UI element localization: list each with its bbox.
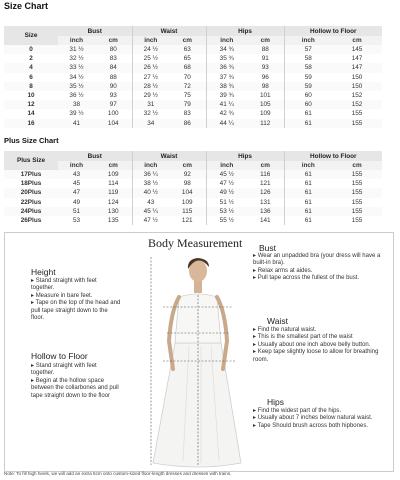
table-row xyxy=(58,188,382,197)
plus-bust-header: Bust xyxy=(58,151,132,161)
table-cell: 90 xyxy=(95,82,132,91)
table-cell: 34 ¾ xyxy=(206,45,247,54)
table-cell: 104 xyxy=(169,188,206,197)
table-cell: 58 xyxy=(284,54,332,63)
size-label: 10 xyxy=(27,92,35,100)
height-note: Stand straight with feet together. xyxy=(31,278,97,292)
table-cell: 38 ¾ xyxy=(206,82,247,91)
table-cell: 116 xyxy=(247,170,284,179)
table-cell: 152 xyxy=(351,92,363,100)
table-cell: 39 ¾ xyxy=(206,91,247,100)
table-cell: 155 xyxy=(332,207,382,216)
hollow-title: Hollow to Floor xyxy=(31,351,88,361)
table-cell: 83 xyxy=(109,55,117,63)
unit-inch: inch xyxy=(284,36,332,45)
table-cell: 27 ½ xyxy=(132,73,169,82)
hips-note: Find the widest part of the hips. xyxy=(257,408,342,414)
table-cell: 41 ¼ xyxy=(206,100,247,109)
unit-inch: inch xyxy=(132,36,169,45)
table-row xyxy=(58,207,382,216)
table-cell: 109 xyxy=(95,170,132,179)
size-label: 22Plus xyxy=(20,198,42,206)
table-cell: 58 xyxy=(284,63,332,72)
table-row xyxy=(58,63,382,72)
table-cell: 34 ½ xyxy=(69,73,84,81)
waist-notes: ▸ Find the natural waist. ▸ This is the smallest part of the waist ▸ Usually about one inch above belly button. ▸ Keep tape slightly loose to allow for breathing room. xyxy=(253,327,379,363)
table-cell: 68 xyxy=(169,63,206,72)
table-cell: 147 xyxy=(332,63,382,72)
hips-title: Hips xyxy=(267,397,285,407)
hips-note: Tape Should brush across both hipbones. xyxy=(257,422,368,429)
table-cell: 109 xyxy=(181,198,193,206)
table-cell: 45 ½ xyxy=(206,170,247,179)
size-label: 18Plus xyxy=(20,180,42,188)
table-cell: 80 xyxy=(95,45,132,54)
unit-cm: cm xyxy=(332,36,382,45)
table-cell: 24 ½ xyxy=(132,45,169,54)
unit-cm: cm xyxy=(95,161,132,170)
table-cell: 61 xyxy=(284,179,332,188)
table-cell: 112 xyxy=(247,119,284,128)
table-cell: 86 xyxy=(169,119,206,128)
waist-header: Waist xyxy=(132,26,206,36)
table-cell: 83 xyxy=(183,110,191,118)
table-cell: 88 xyxy=(247,45,284,54)
table-cell: 96 xyxy=(261,73,269,81)
table-cell: 72 xyxy=(169,82,206,91)
table-row xyxy=(58,45,382,54)
table-cell: 34 xyxy=(132,119,169,128)
plus-hollow-header: Hollow to Floor xyxy=(284,151,382,161)
table-row xyxy=(58,100,382,109)
table-cell: 155 xyxy=(351,217,363,225)
table-cell: 38 ½ xyxy=(132,179,169,188)
table-row xyxy=(58,179,382,188)
table-cell: 32 ½ xyxy=(132,109,169,118)
table-cell: 92 xyxy=(169,170,206,179)
table-cell: 51 ½ xyxy=(206,198,247,207)
table-row xyxy=(58,73,382,82)
size-label: 8 xyxy=(4,82,58,91)
size-chart-title: Size Chart xyxy=(4,1,49,11)
table-cell: 60 xyxy=(284,100,332,109)
size-label: 2 xyxy=(29,55,33,63)
table-cell: 35 ½ xyxy=(58,82,95,91)
table-cell: 155 xyxy=(332,188,382,197)
unit-inch: inch xyxy=(58,161,95,170)
table-cell: 98 xyxy=(247,82,284,91)
plus-chart-table xyxy=(58,151,382,225)
table-cell: 31 xyxy=(132,100,169,109)
bust-header: Bust xyxy=(58,26,132,36)
table-cell: 61 xyxy=(284,170,332,179)
unit-cm: cm xyxy=(95,36,132,45)
table-cell: 79 xyxy=(169,100,206,109)
table-cell: 101 xyxy=(259,92,271,100)
table-cell: 55 ½ xyxy=(206,216,247,225)
waist-note: Usually about one inch above belly button. xyxy=(257,341,371,348)
table-cell: 39 ½ xyxy=(69,110,84,118)
table-cell: 93 xyxy=(109,92,117,100)
waist-title: Waist xyxy=(267,316,288,326)
table-cell: 31 ½ xyxy=(58,45,95,54)
size-label: 26Plus xyxy=(20,217,42,225)
table-cell: 155 xyxy=(351,110,363,118)
table-cell: 155 xyxy=(332,170,382,179)
table-cell: 47 ½ xyxy=(206,179,247,188)
table-cell: 59 xyxy=(284,82,332,91)
size-label: 12 xyxy=(4,100,58,109)
model-figure-illustration xyxy=(123,251,273,471)
bust-notes: ▸ Wear an unpadded bra (your dress will have a built-in bra). ▸ Relax arms at aides. ▸ Pull tape across the fullest of the bust. xyxy=(253,253,381,282)
table-cell: 41 xyxy=(58,119,95,128)
bust-title: Bust xyxy=(259,243,277,253)
table-cell: 60 xyxy=(284,91,332,100)
table-row xyxy=(58,216,382,225)
table-cell: 44 ¼ xyxy=(206,119,247,128)
table-cell: 141 xyxy=(259,217,271,225)
size-label: 17Plus xyxy=(4,170,58,179)
body-measurement-panel xyxy=(4,232,394,472)
table-cell: 51 xyxy=(58,207,95,216)
hollow-note: Begin at the hollow space between the collarbones and pull tape straight down to the floor xyxy=(31,377,119,399)
table-cell: 40 ½ xyxy=(132,188,169,197)
table-cell: 42 ¾ xyxy=(206,109,247,118)
table-cell: 35 ¾ xyxy=(206,54,247,63)
table-cell: 61 xyxy=(284,207,332,216)
table-cell: 38 xyxy=(58,100,95,109)
hollow-notes: ▸ Stand straight with feet together. ▸ Begin at the hollow space between the collarbones and pull tape straight down to the floor xyxy=(31,363,119,399)
table-cell: 43 xyxy=(132,198,169,207)
table-cell: 150 xyxy=(351,73,363,81)
size-label: 20Plus xyxy=(4,188,58,197)
size-label: 4 xyxy=(4,63,58,72)
table-row xyxy=(58,109,382,118)
height-note: Tape on the top of the head and pull tape straight down to the floor. xyxy=(31,300,121,322)
table-cell: 59 xyxy=(284,73,332,82)
size-label: 6 xyxy=(29,73,33,81)
table-cell: 65 xyxy=(183,55,191,63)
table-cell: 91 xyxy=(261,55,269,63)
plus-hips-header: Hips xyxy=(206,151,284,161)
table-cell: 25 ½ xyxy=(132,54,169,63)
table-cell: 93 xyxy=(247,63,284,72)
table-cell: 57 xyxy=(284,45,332,54)
size-column xyxy=(4,26,58,128)
table-cell: 36 ¼ xyxy=(132,170,169,179)
height-note: Measure in bare feet. xyxy=(35,292,93,299)
plus-size-column xyxy=(4,151,58,225)
table-cell: 63 xyxy=(169,45,206,54)
table-cell: 61 xyxy=(284,119,332,128)
unit-cm: cm xyxy=(247,36,284,45)
plus-waist-header: Waist xyxy=(132,151,206,161)
hips-header: Hips xyxy=(206,26,284,36)
size-label: 24Plus xyxy=(4,207,58,216)
table-cell: 49 xyxy=(72,198,81,206)
table-cell: 49 ½ xyxy=(206,188,247,197)
unit-inch: inch xyxy=(206,161,247,170)
height-title: Height xyxy=(31,267,56,277)
table-row xyxy=(58,91,382,100)
table-row xyxy=(58,54,382,63)
table-row xyxy=(58,119,382,128)
table-cell: 135 xyxy=(107,217,119,225)
table-cell: 33 ½ xyxy=(58,63,95,72)
footer-note: Note: To fill high heels, we will add an extra 5cm onto custom-sized floor-length dresses and dresses with trains. xyxy=(4,471,232,476)
table-cell: 61 xyxy=(284,109,332,118)
size-label: 0 xyxy=(4,45,58,54)
size-header: Size xyxy=(4,26,58,45)
table-cell: 100 xyxy=(107,110,119,118)
unit-cm: cm xyxy=(169,161,206,170)
table-cell: 61 xyxy=(284,216,332,225)
table-cell: 45 xyxy=(72,180,81,188)
size-chart-table xyxy=(58,26,382,128)
table-cell: 75 xyxy=(183,92,191,100)
table-cell: 121 xyxy=(259,180,271,188)
table-cell: 36 ½ xyxy=(69,92,84,100)
table-cell: 155 xyxy=(332,119,382,128)
table-cell: 43 xyxy=(58,170,95,179)
table-cell: 126 xyxy=(247,188,284,197)
table-cell: 155 xyxy=(351,198,363,206)
table-cell: 36 ¾ xyxy=(206,63,247,72)
table-cell: 32 ½ xyxy=(69,55,84,63)
table-cell: 28 ½ xyxy=(132,82,169,91)
unit-inch: inch xyxy=(58,36,95,45)
table-cell: 97 xyxy=(95,100,132,109)
unit-cm: cm xyxy=(247,161,284,170)
height-notes: ▸ Stand straight with feet together. ▸ Measure in bare feet. ▸ Tape on the top of the head and pull tape straight down to the floor. xyxy=(31,278,121,322)
table-cell: 130 xyxy=(95,207,132,216)
table-cell: 98 xyxy=(183,180,191,188)
bust-note: Relax arms at aides. xyxy=(257,267,313,274)
table-cell: 88 xyxy=(109,73,117,81)
table-row xyxy=(58,170,382,179)
table-cell: 155 xyxy=(351,180,363,188)
table-cell: 114 xyxy=(108,180,119,188)
hips-notes: ▸ Find the widest part of the hips. ▸ Usually about 7 inches below natural waist. ▸ Tape Should brush across both hipbones. xyxy=(253,408,373,429)
body-measurement-title: Body Measurement xyxy=(148,236,243,250)
waist-note: Find the natural waist. xyxy=(257,327,317,333)
waist-note: Keep tape slightly loose to allow for breathing room. xyxy=(253,349,379,363)
table-cell: 145 xyxy=(332,45,382,54)
table-cell: 70 xyxy=(183,73,191,81)
unit-cm: cm xyxy=(169,36,206,45)
table-cell: 29 ½ xyxy=(132,91,169,100)
table-cell: 121 xyxy=(181,217,193,225)
unit-inch: inch xyxy=(284,161,332,170)
table-row xyxy=(58,82,382,91)
hips-note: Usually about 7 inches below natural waist. xyxy=(257,415,373,422)
table-cell: 104 xyxy=(95,119,132,128)
bust-note: Pull tape across the fullest of the bust. xyxy=(257,275,360,282)
table-row xyxy=(58,198,382,207)
bust-note: Wear an unpadded bra (your dress will have a built-in bra). xyxy=(253,253,381,267)
table-cell: 105 xyxy=(247,100,284,109)
unit-inch: inch xyxy=(206,36,247,45)
table-cell: 53 xyxy=(72,217,81,225)
table-cell: 147 xyxy=(351,55,363,63)
table-cell: 84 xyxy=(95,63,132,72)
unit-cm: cm xyxy=(332,161,382,170)
unit-inch: inch xyxy=(132,161,169,170)
table-cell: 53 ½ xyxy=(206,207,247,216)
hollow-note: Stand straight with feet together. xyxy=(31,363,97,377)
table-cell: 109 xyxy=(259,110,271,118)
size-label: 16 xyxy=(4,119,58,128)
size-label: 14 xyxy=(27,110,35,118)
plus-chart-title: Plus Size Chart xyxy=(4,136,59,145)
table-cell: 37 ¾ xyxy=(206,73,247,82)
table-cell: 45 ¼ xyxy=(132,207,169,216)
waist-note: This is the smallest part of the waist xyxy=(257,334,353,341)
table-cell: 131 xyxy=(259,198,271,206)
table-cell: 152 xyxy=(332,100,382,109)
table-cell: 61 xyxy=(284,188,332,197)
table-cell: 47 ½ xyxy=(132,216,169,225)
plus-size-header: Plus Size xyxy=(4,151,58,170)
hollow-header: Hollow to Floor xyxy=(284,26,382,36)
table-cell: 26 ½ xyxy=(132,63,169,72)
table-cell: 150 xyxy=(332,82,382,91)
table-cell: 124 xyxy=(107,198,119,206)
table-cell: 47 xyxy=(58,188,95,197)
table-cell: 119 xyxy=(95,188,132,197)
table-cell: 61 xyxy=(284,198,332,207)
table-cell: 115 xyxy=(169,207,206,216)
table-cell: 136 xyxy=(247,207,284,216)
